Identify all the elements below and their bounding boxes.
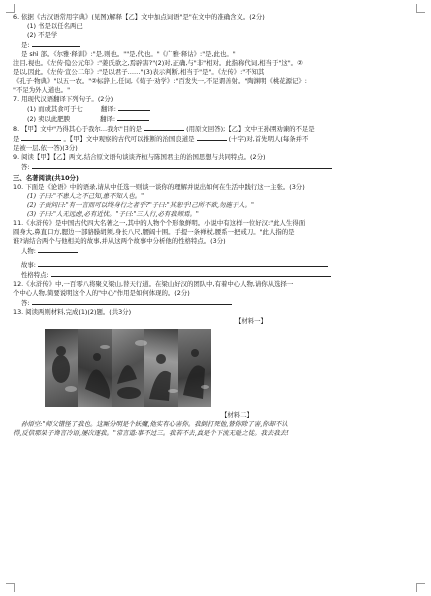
q7-item-2 (13, 114, 418, 124)
q11-trait-label: 性格特点: (21, 271, 49, 279)
q7-translate-label-1: 翻译: (100, 105, 116, 113)
q9-answer-label: 答: (21, 163, 30, 171)
question-7 (13, 95, 418, 124)
question-8 (13, 124, 418, 153)
illustration-figures (45, 329, 211, 407)
crop-mark-bottom-right (416, 583, 425, 592)
section-3-title: 三、名著阅读(共10分) (13, 174, 79, 182)
q6-answer-line (13, 40, 418, 50)
q11-stem-3: 谁?请结合两个与他相关的故事,并从这两个故事中分析他的性格特点。(3分) (13, 237, 226, 245)
q12-answer-label: 答: (21, 299, 30, 307)
q6-sentence-1: (1) 书是以任名两已 (27, 22, 83, 30)
question-6 (13, 13, 418, 95)
q11-stem-1: 11.《水浒传》是中国古代四大名著之一,其中的人物个个形象鲜明。小说中有这样一位好汉:"此人生得面 (13, 219, 306, 227)
q11-story-line (13, 260, 418, 270)
q7-sentence-2: (2) 卖以此肥腴 (27, 115, 71, 123)
question-13 (13, 308, 418, 438)
q12-stem-2: 个中心人物,简要说明这个人的"中心"作用是如何体现的。(2分) (13, 289, 190, 297)
q7-stem: 7. 用现代汉语翻译下列句子。(2分) (13, 95, 114, 103)
q12-answer-blank[interactable] (32, 298, 232, 305)
q6-answer-label: 是: (21, 41, 30, 49)
q6-dictionary-3: 是以,因此。《左传·宣公二年》:"是以君子……"(3)表示判断,相当于"是"。《左传》:"不知其 (13, 68, 265, 76)
q6-dictionary-4: 《孔子·物典》"以五一农。"②标辞上,任词,《荀子·劝学》:"百发失一,不足谓善射。"陶渊明《桃花源记》: (13, 77, 307, 85)
q6-dictionary-2: 注目,视也。《左传·隐公元年》:"姜氏欲之,焉辟害?"(2)对,正确,与"非"相对。此指称代词,相当于"这"。② (13, 59, 303, 67)
question-11 (13, 219, 418, 280)
crop-mark-top-left (6, 4, 15, 13)
q7-translate-label-2: 翻译: (100, 115, 116, 123)
q11-story-label: 故事: (21, 261, 36, 269)
q7-sentence-1: (1) 而或其食可于七 (27, 105, 83, 113)
q9-stem: 9. 阅读【甲】【乙】两文,结合原文语句谈谈齐桓与陈国君主的治国思想与共同特点。(2分) (13, 153, 266, 161)
q11-story-blank[interactable] (38, 260, 328, 267)
q13-material-2-line-2: 得,反信那呆子谗言冷语,屡次逐我。"常言道:事不过三。我若不去,真是个下流无耻之徒。我去我去! (13, 429, 289, 437)
q13-material-1-title: 【材料一】 (235, 317, 267, 325)
q7-item-1 (13, 104, 418, 114)
crop-mark-top-right (416, 4, 425, 13)
q10-stem: 10. 下面是《论语》中的语录,请从中任选一则谈一谈你的理解并说出如何在生活中践行这一主张。(3分) (13, 183, 305, 191)
q11-person-blank[interactable] (38, 246, 78, 253)
q9-answer-line (13, 162, 418, 172)
q11-trait-blank[interactable] (51, 270, 331, 277)
crop-mark-bottom-left (6, 583, 15, 592)
q8-text-2b: 。【甲】文中观察的古代可以推断的治国良道是 (63, 135, 195, 143)
q10-quote-1: (1) 子曰:"不患人之不己知,患不知人也。" (27, 192, 145, 200)
q7-translate-blank-1[interactable] (118, 104, 150, 111)
q11-trait-line (13, 270, 418, 280)
material-1-image (45, 329, 211, 407)
q8-text-2a: 是 (13, 135, 20, 143)
q8-text-1b: (用原文回答);【乙】文中王孙圉劝谏的不足是 (186, 125, 315, 133)
q8-line-2 (13, 134, 418, 144)
q13-stem: 13. 阅读两则材料,完成(1)(2)题。(共3分) (13, 308, 132, 316)
question-10 (13, 183, 418, 219)
q12-stem-1: 12.《水浒传》中,一百零八将聚义梁山,替天行道。在梁山好汉的团队中,有着中心人物,请你从选择一 (13, 280, 294, 288)
q8-blank-3[interactable] (197, 134, 227, 141)
q6-sentence-2: (2) 不是学 (27, 31, 58, 39)
question-9 (13, 153, 418, 172)
question-12 (13, 280, 418, 308)
q12-answer-line (13, 298, 418, 308)
q11-person-label: 人物: (21, 247, 36, 255)
q10-quote-2: (2) 子贡问曰:"有一言而可以终身行之者乎?"子曰:"其恕乎!己所不欲,勿施于人。" (27, 201, 254, 209)
q6-answer-blank[interactable] (32, 40, 80, 47)
q11-stem-2: 圆身大,鼻直口方,腮边一部貉臊胡须,身长八尺,腰阔十围。手提一条禅杖,腰系一把戒刀。"此人指的是 (13, 228, 295, 236)
q8-blank-2[interactable] (21, 134, 61, 141)
q6-stem: 6. 依据《古汉语常用字典》(见图)解释【乙】文中加点词语"是"在文中的准确含义。(2分) (13, 13, 265, 21)
q10-quote-3: (3) 子曰:"人无远虑,必有近忧。"子曰:"三人行,必有我师焉。" (27, 210, 199, 218)
q13-material-2-title: 【材料二】 (221, 411, 253, 419)
q8-text-1a: 8. 【甲】文中"乃得其心于我尔…我尔"目的是 (13, 125, 143, 133)
q9-answer-blank[interactable] (32, 162, 332, 169)
q8-text-2c: (十字)对,首先明人(每条并不 (228, 135, 309, 143)
q6-dictionary-1: 是 shì 部。《尔雅·释训》:"是,则也。""是,代也。"《广雅·释诂》:"是,此也。" (21, 50, 236, 58)
q13-material-2-line-1: 孙悟空:"师父错怪了我也。这厮分明是个妖魔,他实有心害你。我倒打死他,替你除了害,你却不认 (21, 420, 288, 428)
q7-translate-blank-2[interactable] (117, 114, 149, 121)
q8-line-3: 足被一层,依一答)(3分) (13, 144, 78, 152)
q8-line-1 (13, 124, 418, 134)
q6-dictionary-5: "不足为外人道也。" (13, 86, 71, 94)
q11-person-line (13, 246, 418, 256)
q8-blank-1[interactable] (144, 124, 184, 131)
exam-content (13, 13, 418, 438)
